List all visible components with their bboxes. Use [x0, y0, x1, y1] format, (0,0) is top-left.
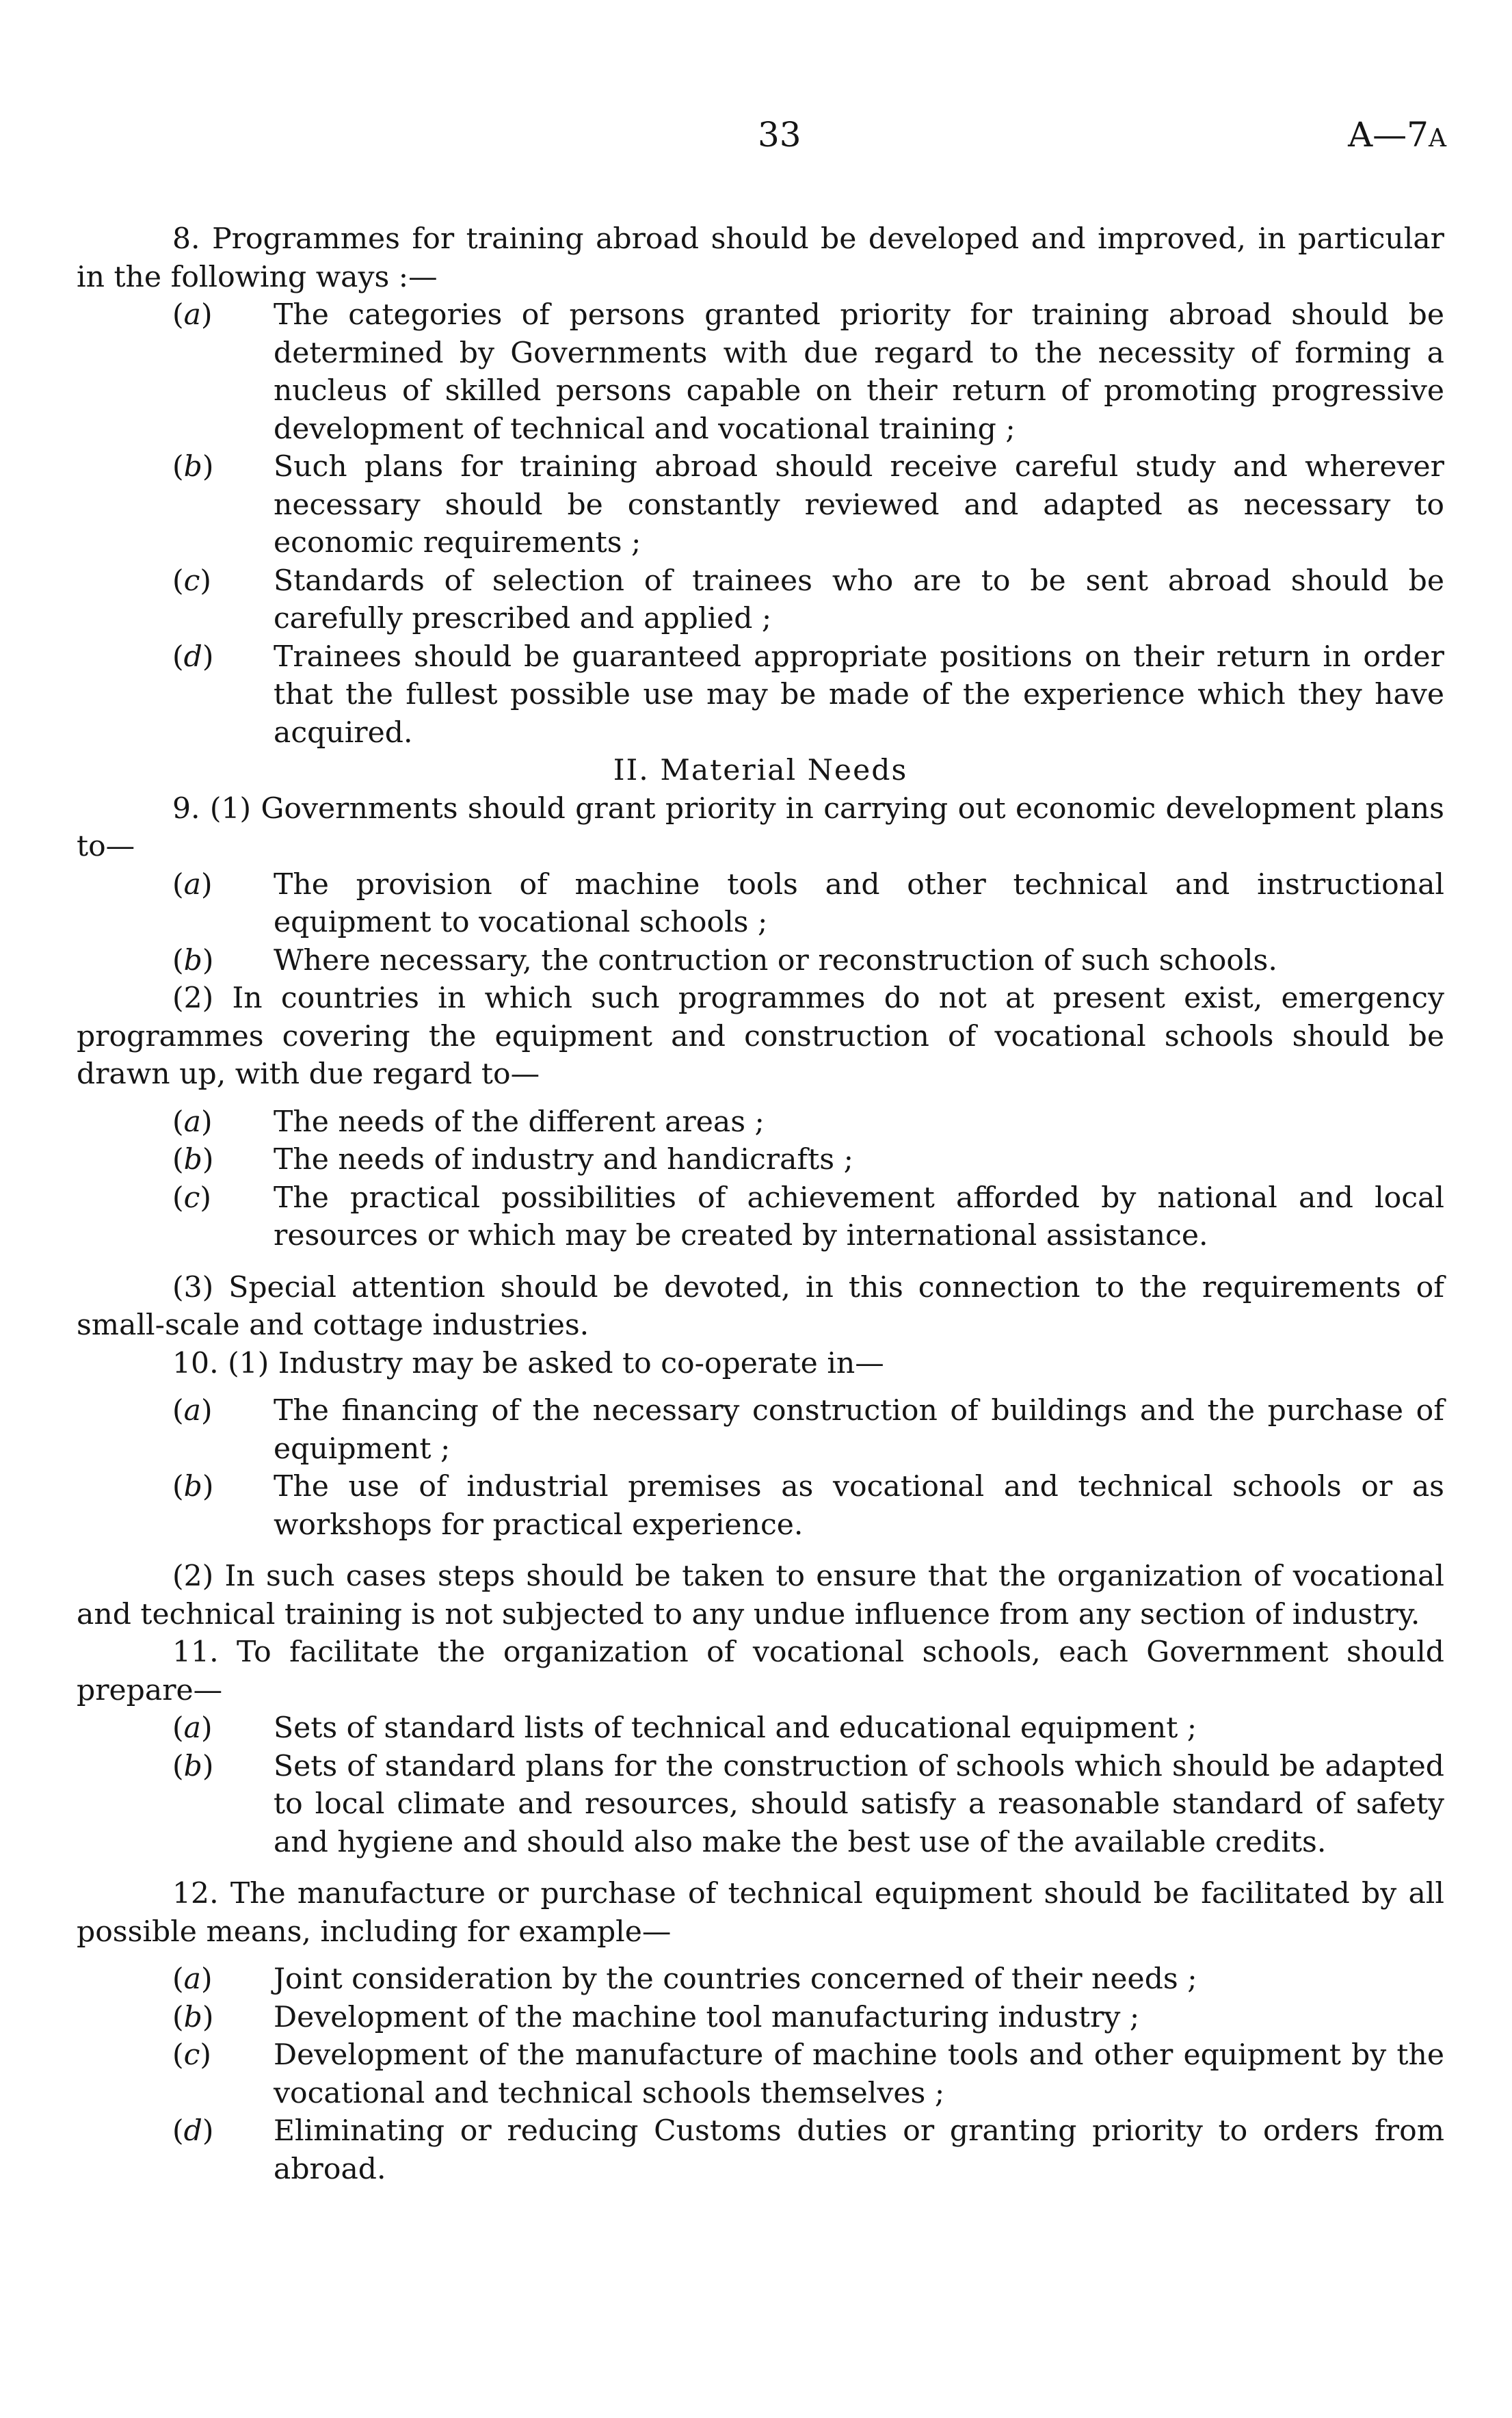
list-item: (b) The use of industrial premises as vocational and technical schools or as workshops for practical experience. [77, 1468, 1444, 1544]
item-marker: (b) [172, 2000, 214, 2034]
list-item: (d) Trainees should be guaranteed appropriate positions on their return in order that the fullest possible use may be made of the experience which they have acquired. [77, 638, 1444, 752]
page-header [0, 115, 1512, 170]
list-item: (b) The needs of industry and handicrafts ; [77, 1141, 1444, 1179]
paragraph-11: 11. To facilitate the organization of vocational schools, each Government should prepare— [77, 1635, 1444, 1707]
paragraph-8: 8. Programmes for training abroad should be developed and improved, in particular in the following ways :— [77, 222, 1444, 294]
paragraph-9-2: (2) In countries in which such programmes do not at present exist, emergency programmes covering the equipment and construction of vocational schools should be drawn up, with due regard to— [77, 982, 1444, 1091]
item-marker: (b) [172, 1470, 214, 1503]
document-reference: A—7A [1348, 115, 1446, 155]
list-item: (d) Eliminating or reducing Customs duties or granting priority to orders from abroad. [77, 2112, 1444, 2188]
item-marker: (a) [172, 1105, 213, 1139]
item-marker: (b) [172, 1749, 214, 1783]
paragraph-10-2: (2) In such cases steps should be taken to ensure that the organization of vocational and technical training is not subjected to any undue influence from any section of industry. [77, 1560, 1444, 1631]
item-marker: (b) [172, 450, 214, 484]
list-item: (a) The provision of machine tools and other technical and instructional equipment to vocational schools ; [77, 866, 1444, 942]
item-marker: (b) [172, 1143, 214, 1177]
item-marker: (c) [172, 1181, 211, 1215]
item-marker: (a) [172, 867, 213, 902]
document-body [77, 220, 1444, 2188]
item-marker: (b) [172, 943, 214, 977]
list-item: (b) Development of the machine tool manufacturing industry ; [77, 1999, 1444, 2037]
list-item: (b) Such plans for training abroad should receive careful study and wherever necessary should be constantly reviewed and adapted as necessary to economic requirements ; [77, 448, 1444, 562]
item-marker: (c) [172, 564, 211, 598]
list-item: (b) Sets of standard plans for the construction of schools which should be adapted to local climate and resources, should satisfy a reasonable standard of safety and hygiene and should also make the best use of the available credits. [77, 1748, 1444, 1862]
list-item: (a) The needs of the different areas ; [77, 1103, 1444, 1142]
item-marker: (a) [172, 1711, 213, 1745]
item-marker: (a) [172, 1394, 213, 1428]
paragraph-12: 12. The manufacture or purchase of technical equipment should be facilitated by all possible means, including for example— [77, 1877, 1444, 1949]
paragraph-10-1: 10. (1) Industry may be asked to co-operate in— [172, 1346, 884, 1380]
list-item: (c) Development of the manufacture of machine tools and other equipment by the vocational and technical schools themselves ; [77, 2036, 1444, 2112]
section-heading: II. Material Needs [613, 754, 908, 787]
paragraph-9-3: (3) Special attention should be devoted, in this connection to the requirements of small-scale and cottage industries. [77, 1270, 1444, 1342]
list-item: (a) The categories of persons granted priority for training abroad should be determined by Governments with due regard to the necessity of forming a nucleus of skilled persons capable on their return of promoting progressive development of technical and vocational training ; [77, 296, 1444, 448]
item-marker: (d) [172, 2114, 214, 2148]
item-marker: (d) [172, 640, 214, 674]
item-marker: (a) [172, 1962, 213, 1996]
item-marker: (c) [172, 2038, 211, 2072]
list-item: (b) Where necessary, the contruction or reconstruction of such schools. [77, 942, 1444, 980]
paragraph-9-1: 9. (1) Governments should grant priority in carrying out economic development plans to— [77, 791, 1444, 863]
list-item: (c) The practical possibilities of achievement afforded by national and local resources or which may be created by international assistance. [77, 1179, 1444, 1255]
item-marker: (a) [172, 298, 213, 332]
list-item: (a) Joint consideration by the countries concerned of their needs ; [77, 1960, 1444, 1999]
list-item: (c) Standards of selection of trainees who are to be sent abroad should be carefully prescribed and applied ; [77, 562, 1444, 638]
list-item: (a) Sets of standard lists of technical and educational equipment ; [77, 1709, 1444, 1748]
page-number: 33 [758, 115, 801, 155]
list-item: (a) The financing of the necessary construction of buildings and the purchase of equipment ; [77, 1392, 1444, 1468]
